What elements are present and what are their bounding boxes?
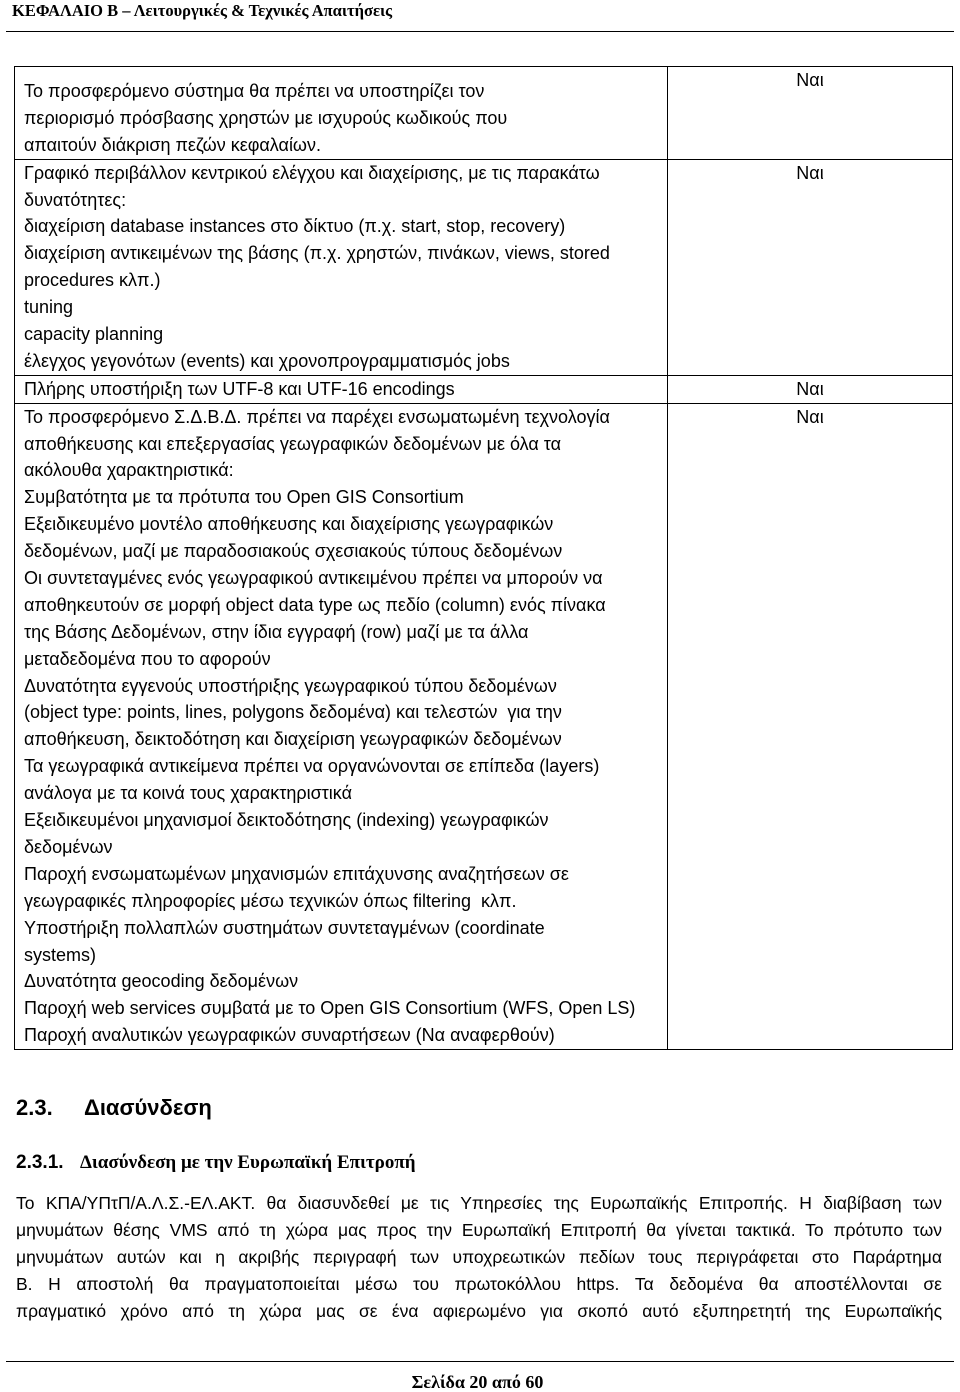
- requirement-text-line: αποθήκευση, δεικτοδότηση και διαχείριση γεωγραφικών δεδομένων: [24, 729, 562, 750]
- requirement-text-line: Εξειδικευμένο μοντέλο αποθήκευσης και διαχείρισης γεωγραφικών: [24, 514, 554, 535]
- requirement-text-line: Εξειδικευμένοι μηχανισμοί δεικτοδότησης (indexing) γεωγραφικών: [24, 810, 549, 831]
- requirement-text-line: Παροχή ενσωματωμένων μηχανισμών επιτάχυνσης αναζητήσεων σε: [24, 863, 569, 884]
- requirement-text-line: γεωγραφικές πληροφορίες μέσω τεχνικών όπως filtering κλπ.: [24, 890, 517, 911]
- chapter-header-title: ΚΕΦΑΛΑΙΟ Β – Λειτουργικές & Τεχνικές Απαιτήσεις: [12, 1, 393, 20]
- requirements-table: [14, 66, 953, 1050]
- requirement-text-line: δυνατότητες:: [24, 189, 127, 210]
- requirement-text-line: Γραφικό περιβάλλον κεντρικού ελέγχου και διαχείρισης, με τις παρακάτω: [24, 162, 600, 183]
- requirement-text-line: Το προσφερόμενο σύστημα θα πρέπει να υποστηρίζει τον: [24, 81, 485, 101]
- requirement-text-line: Το προσφερόμενο Σ.Δ.Β.Δ. πρέπει να παρέχει ενσωματωμένη τεχνολογία: [24, 406, 610, 427]
- compliance-value: Ναι: [796, 162, 824, 183]
- requirement-description-cell: [15, 67, 668, 159]
- paragraph-line: Το ΚΠΑ/ΥΠτΠ/Α.Λ.Σ.-ΕΛ.ΑΚΤ. θα διασυνδεθεί με τις Υπηρεσίες της Ευρωπαϊκής Επιτροπής. Η διαβίβαση των: [16, 1192, 942, 1213]
- requirement-text-line: διαχείριση database instances στο δίκτυο (π.χ. start, stop, recovery): [24, 216, 566, 237]
- compliance-value: Ναι: [796, 406, 824, 427]
- table-row: [15, 375, 952, 403]
- requirement-text-line: ακόλουθα χαρακτηριστικά:: [24, 460, 234, 481]
- requirement-text-line: Παροχή web services συμβατά με το Open GIS Consortium (WFS, Open LS): [24, 998, 636, 1019]
- requirement-text-line: Δυνατότητα εγγενούς υποστήριξης γεωγραφικού τύπου δεδομένων: [24, 675, 557, 696]
- section-number: 2.3.: [16, 1095, 53, 1120]
- requirement-text-line: procedures κλπ.): [24, 270, 161, 291]
- footer-divider: [6, 1361, 954, 1362]
- requirement-text-line: αποθηκευτούν σε μορφή object data type ως πεδίο (column) ενός πίνακα: [24, 594, 606, 615]
- requirement-text-line: διαχείριση αντικειμένων της βάσης (π.χ. χρηστών, πινάκων, views, stored: [24, 243, 610, 264]
- requirement-text-line: (object type: points, lines, polygons δεδομένα) και τελεστών για την: [24, 702, 562, 723]
- requirement-text-line: ανάλογα με τα κοινά τους χαρακτηριστικά: [24, 783, 352, 804]
- requirement-text-line: απαιτούν διάκριση πεζών κεφαλαίων.: [24, 134, 321, 155]
- table-row: [15, 67, 952, 159]
- page-number: Σελίδα 20 από 60: [411, 1372, 544, 1392]
- compliance-cell: [668, 404, 952, 1049]
- header-divider: [6, 31, 954, 32]
- requirement-text-line: systems): [24, 944, 96, 965]
- requirement-text-line: capacity planning: [24, 324, 164, 345]
- requirement-text-line: Συμβατότητα με τα πρότυπα του Open GIS Consortium: [24, 487, 464, 508]
- requirement-text-line: δεδομένων: [24, 836, 113, 857]
- table-row: [15, 159, 952, 375]
- paragraph-line: μηνυμάτων αυτών και η ακριβής περιγραφή των υποχρεωτικών πεδίων τους περιγράφεται στο Παράρτημα: [16, 1246, 942, 1267]
- requirement-text-line: Δυνατότητα geocoding δεδομένων: [24, 971, 299, 992]
- section-title: Διασύνδεση: [84, 1095, 212, 1120]
- requirement-text-line: αποθήκευσης και επεξεργασίας γεωγραφικών δεδομένων με όλα τα: [24, 433, 562, 454]
- requirement-text-line: Υποστήριξη πολλαπλών συστημάτων συντεταγμένων (coordinate: [24, 917, 545, 938]
- table-row: [15, 403, 952, 1049]
- paragraph-line: Β. Η αποστολή θα πραγματοποιείται μέσω του πρωτοκόλλου https. Τα δεδομένα θα αποστέλλονται σε: [16, 1273, 942, 1294]
- body-paragraph: [16, 1190, 942, 1325]
- requirement-text-line: tuning: [24, 297, 74, 318]
- requirement-text-line: Οι συντεταγμένες ενός γεωγραφικού αντικειμένου πρέπει να μπορούν να: [24, 568, 603, 589]
- requirement-description-cell: [15, 376, 668, 403]
- requirement-text-line: Παροχή αναλυτικών γεωγραφικών συναρτήσεων (Να αναφερθούν): [24, 1025, 555, 1046]
- compliance-cell: [668, 67, 952, 159]
- requirement-text-line: της Βάσης Δεδομένων, στην ίδια εγγραφή (row) μαζί με τα άλλα: [24, 621, 529, 642]
- requirement-text-line: μεταδεδομένα που το αφορούν: [24, 648, 271, 669]
- subsection-number: 2.3.1.: [16, 1152, 64, 1173]
- requirement-description-cell: [15, 160, 668, 375]
- subsection-title: Διασύνδεση με την Ευρωπαϊκή Επιτροπή: [80, 1152, 416, 1173]
- compliance-cell: [668, 160, 952, 375]
- requirement-text-line: έλεγχος γεγονότων (events) και χρονοπρογραμματισμός jobs: [24, 350, 510, 371]
- requirement-text-line: περιορισμό πρόσβασης χρηστών με ισχυρούς κωδικούς που: [24, 107, 508, 128]
- paragraph-line: πραγματικό χρόνο από τη χώρα μας σε ένα αφιερωμένο για σκοπό αυτό εξυπηρετητή της Ευρωπαϊκής: [16, 1300, 942, 1321]
- compliance-cell: [668, 376, 952, 403]
- requirement-text-line: Τα γεωγραφικά αντικείμενα πρέπει να οργανώνονται σε επίπεδα (layers): [24, 756, 600, 777]
- requirement-text-line: Πλήρης υποστήριξη των UTF-8 και UTF-16 encodings: [24, 378, 455, 399]
- requirement-description-cell: [15, 404, 668, 1049]
- paragraph-line: μηνυμάτων θέσης VMS από τη χώρα μας προς την Ευρωπαϊκή Επιτροπή θα γίνεται τακτικά. Το πρότυπο των: [16, 1219, 942, 1240]
- compliance-value: Ναι: [796, 70, 824, 90]
- requirement-text-line: δεδομένων, μαζί με παραδοσιακούς σχεσιακούς τύπους δεδομένων: [24, 541, 563, 562]
- compliance-value: Ναι: [796, 378, 824, 399]
